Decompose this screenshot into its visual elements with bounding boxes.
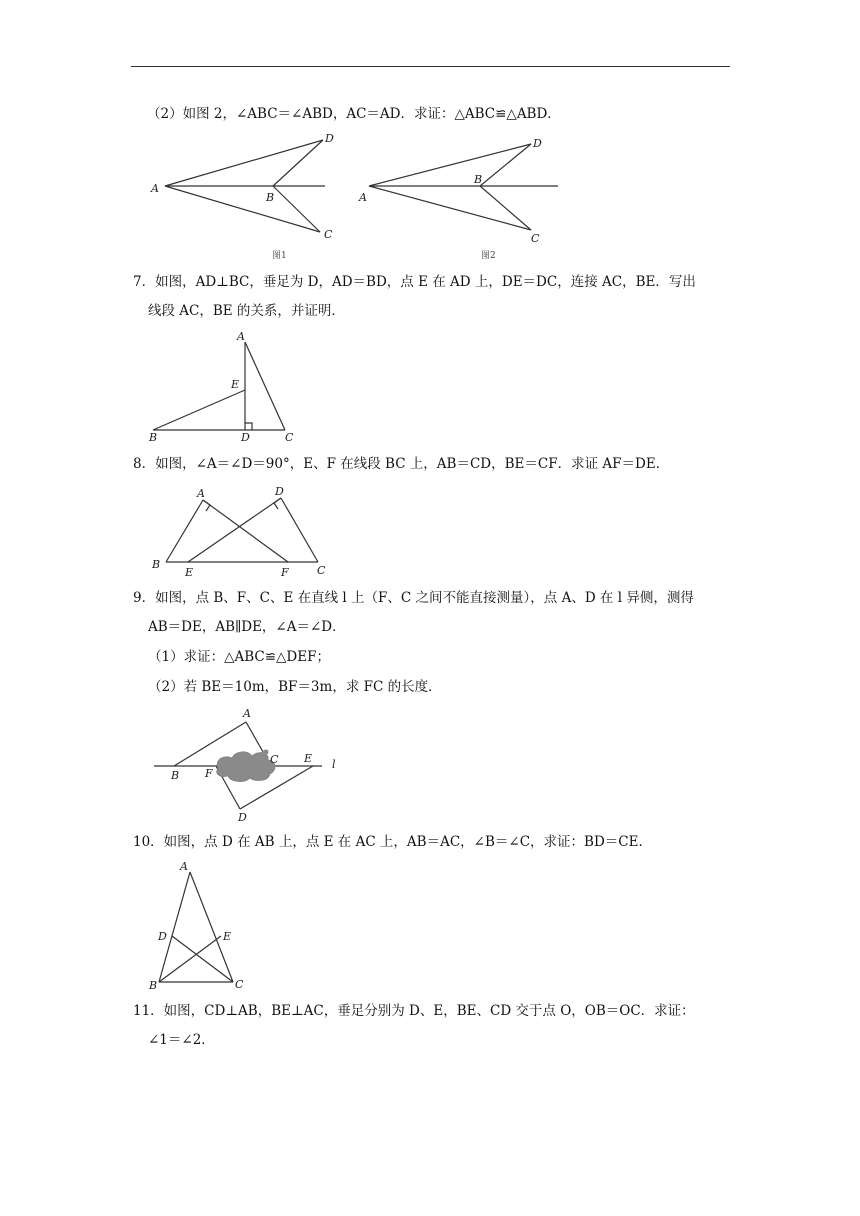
fig1-label-a: A bbox=[151, 182, 159, 195]
fig2-label-d: D bbox=[533, 137, 542, 150]
fig2-label-a: A bbox=[359, 191, 367, 204]
fig8-label-d: D bbox=[275, 485, 284, 498]
fig9-label-d: D bbox=[238, 811, 247, 824]
header-rule bbox=[131, 66, 730, 67]
problem-8-line-1: 8．如图，∠A＝∠D＝90°，E、F 在线段 BC 上，AB＝CD，BE＝CF．求证 AF＝DE． bbox=[133, 456, 670, 472]
fig8-label-a: A bbox=[197, 487, 205, 500]
fig7-label-d: D bbox=[241, 431, 250, 444]
figure-8 bbox=[150, 480, 335, 580]
problem-6-part-2: （2）如图 2，∠ABC＝∠ABD，AC＝AD．求证：△ABC≌△ABD． bbox=[147, 106, 561, 122]
fig9-label-a: A bbox=[243, 707, 251, 720]
problem-9-part-1: （1）求证：△ABC≌△DEF； bbox=[148, 649, 330, 665]
problem-10-line-1: 10．如图，点 D 在 AB 上，点 E 在 AC 上，AB＝AC，∠B＝∠C，求证：BD＝CE． bbox=[133, 834, 652, 850]
fig2-label-b: B bbox=[474, 173, 483, 186]
problem-9-part-2: （2）若 BE＝10m，BF＝3m，求 FC 的长度． bbox=[148, 679, 442, 695]
fig9-label-b: B bbox=[171, 769, 180, 782]
problem-7-line-2: 线段 AC，BE 的关系，并证明． bbox=[148, 303, 345, 319]
problem-11-line-2: ∠1＝∠2． bbox=[148, 1032, 215, 1048]
fig1-label-c: C bbox=[324, 228, 333, 241]
fig8-label-f: F bbox=[281, 566, 289, 579]
cloud-obstruction bbox=[217, 752, 275, 782]
fig10-label-e: E bbox=[223, 930, 232, 943]
figure-9 bbox=[150, 704, 350, 824]
fig2-label-c: C bbox=[531, 232, 540, 245]
figure-1 bbox=[145, 130, 335, 260]
fig10-label-b: B bbox=[149, 979, 158, 992]
fig8-label-c: C bbox=[317, 564, 326, 577]
fig7-label-b: B bbox=[149, 431, 158, 444]
fig9-label-c: C bbox=[270, 753, 279, 766]
problem-9-line-1: 9．如图，点 B、F、C、E 在直线 l 上（F、C 之间不能直接测量），点 A、D 在 l 异侧，测得 bbox=[133, 590, 694, 606]
figure-10 bbox=[145, 858, 255, 993]
fig2-caption: 图2 bbox=[481, 251, 496, 261]
fig1-label-b: B bbox=[266, 191, 275, 204]
fig10-label-c: C bbox=[235, 978, 244, 991]
fig1-caption: 图1 bbox=[272, 251, 287, 261]
fig10-label-a: A bbox=[180, 860, 188, 873]
problem-7-line-1: 7．如图，AD⊥BC，垂足为 D，AD＝BD，点 E 在 AD 上，DE＝DC，连接 AC，BE．写出 bbox=[133, 274, 696, 290]
fig9-label-l: l bbox=[332, 758, 336, 771]
figure-7 bbox=[145, 328, 305, 448]
fig9-label-e: E bbox=[304, 752, 313, 765]
fig7-label-c: C bbox=[285, 431, 294, 444]
fig7-label-e: E bbox=[231, 378, 240, 391]
fig7-label-a: A bbox=[237, 330, 245, 343]
figure-2 bbox=[355, 130, 565, 260]
fig10-label-d: D bbox=[158, 930, 167, 943]
fig8-label-b: B bbox=[152, 558, 161, 571]
fig8-label-e: E bbox=[185, 566, 194, 579]
problem-9-line-2: AB＝DE，AB∥DE，∠A＝∠D． bbox=[148, 619, 346, 635]
fig9-label-f: F bbox=[205, 767, 213, 780]
problem-11-line-1: 11．如图，CD⊥AB，BE⊥AC，垂足分别为 D、E，BE、CD 交于点 O，OB＝OC．求证： bbox=[133, 1003, 695, 1019]
fig1-label-d: D bbox=[325, 132, 334, 145]
